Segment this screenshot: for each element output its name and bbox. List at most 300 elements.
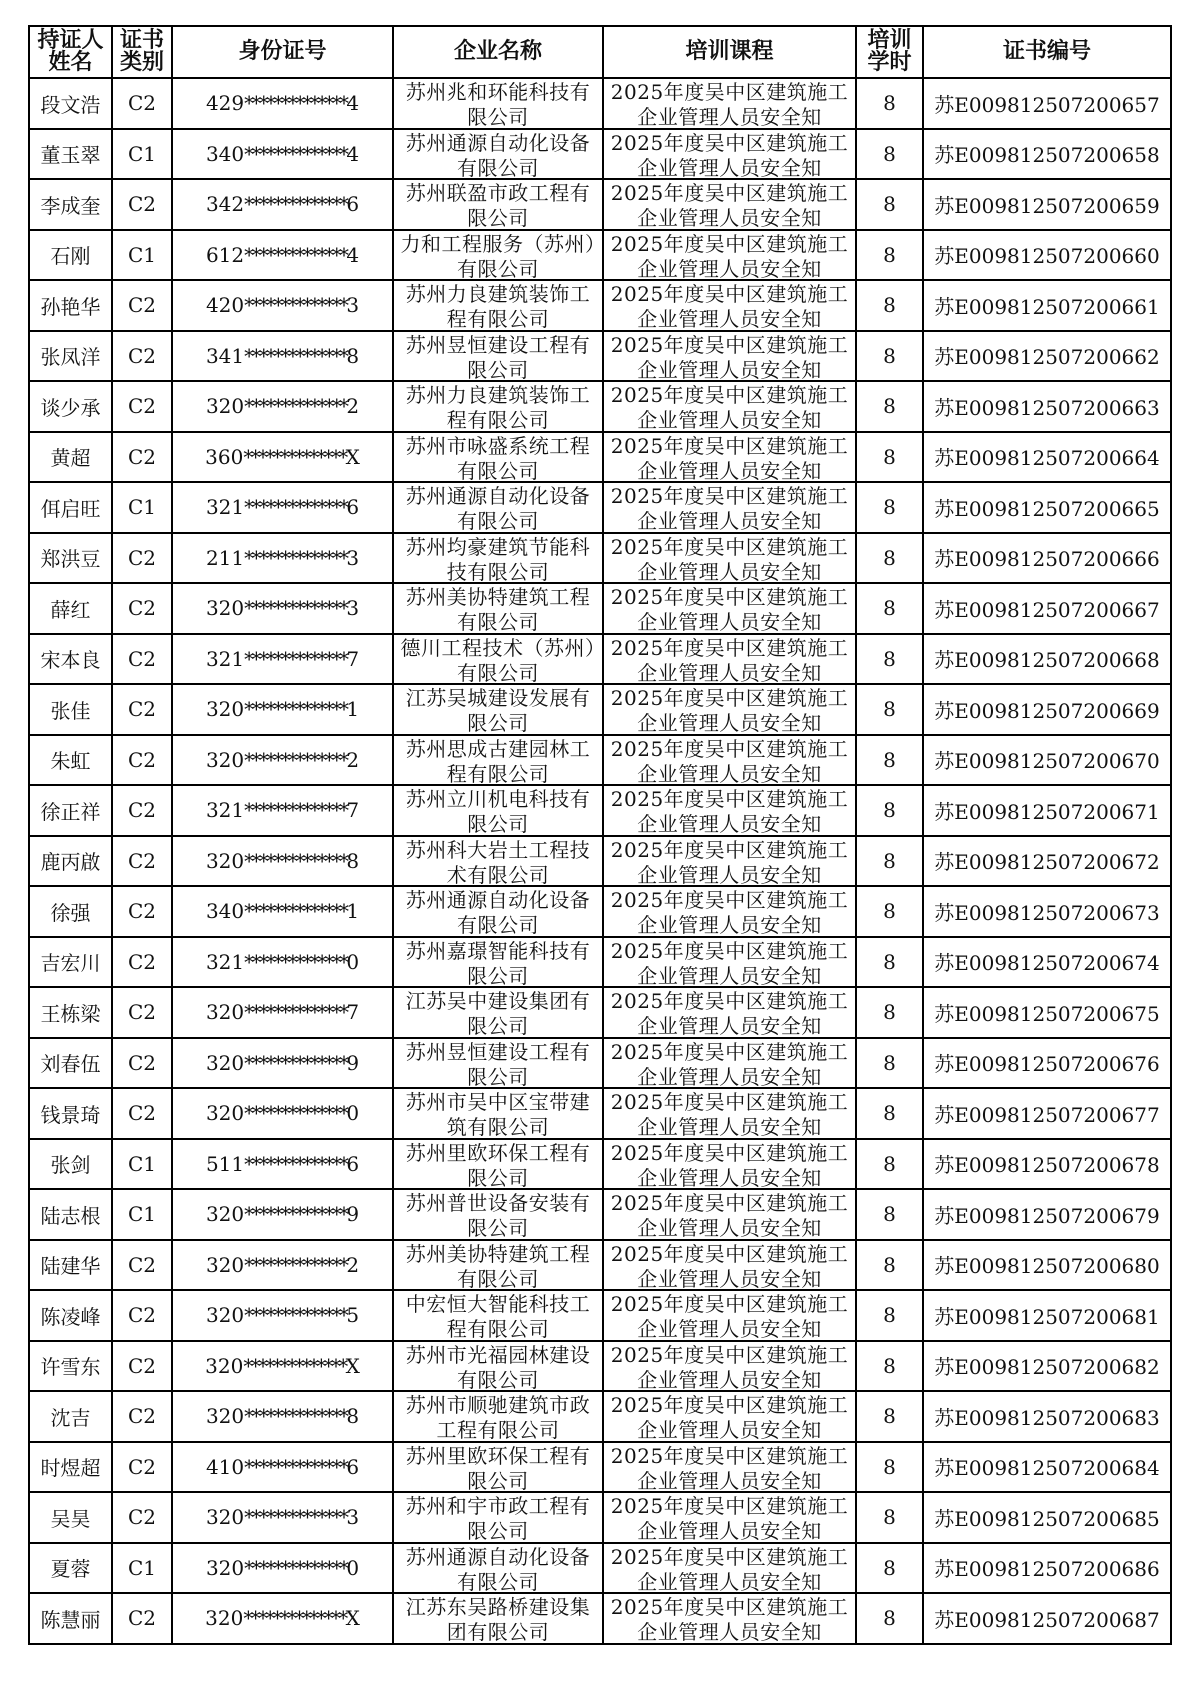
id-mask: ************** [244, 343, 347, 368]
holder-name: 石刚 [29, 230, 112, 281]
id-suffix: 8 [346, 1404, 360, 1429]
id-suffix: 6 [346, 1454, 360, 1479]
company-name-cell [393, 1038, 603, 1089]
course-name: 2025年度吴中区建筑施工企业管理人员安全知 [610, 1443, 849, 1490]
holder-name: 陈凌峰 [29, 1290, 112, 1341]
id-prefix: 320 [205, 697, 245, 722]
course-cell [603, 987, 856, 1038]
holder-name: 陆志根 [29, 1189, 112, 1240]
course-cell [603, 1139, 856, 1190]
id-prefix: 320 [205, 1404, 245, 1429]
company-name-cell [393, 1341, 603, 1392]
company-name-cell [393, 735, 603, 786]
id-mask: ************** [244, 1202, 347, 1227]
holder-name: 张佳 [29, 684, 112, 735]
course-cell [603, 331, 856, 382]
id-suffix: 3 [346, 1505, 360, 1530]
company-name-cell [393, 78, 603, 129]
course-cell [603, 533, 856, 584]
id-suffix: 1 [346, 899, 360, 924]
id-suffix: 0 [346, 949, 360, 974]
company-name-cell [393, 1189, 603, 1240]
table-row [29, 1492, 1171, 1543]
id-mask: ************** [243, 1606, 346, 1631]
cert-number: 苏E009812507200675 [923, 987, 1171, 1038]
cert-number: 苏E009812507200685 [923, 1492, 1171, 1543]
id-prefix: 321 [205, 949, 245, 974]
holder-name: 薛红 [29, 583, 112, 634]
table-row [29, 1189, 1171, 1240]
training-hours: 8 [856, 1543, 923, 1594]
course-cell [603, 735, 856, 786]
id-number [172, 533, 393, 584]
training-hours: 8 [856, 381, 923, 432]
course-cell [603, 129, 856, 180]
id-number [172, 1139, 393, 1190]
certificate-table [28, 25, 1172, 1645]
company-name: 苏州联盈市政工程有限公司 [405, 181, 591, 228]
id-mask: ************** [244, 949, 347, 974]
header-id-number: 身份证号 [172, 26, 393, 78]
course-name: 2025年度吴中区建筑施工企业管理人员安全知 [610, 686, 849, 733]
id-prefix: 320 [205, 848, 245, 873]
cert-number: 苏E009812507200679 [923, 1189, 1171, 1240]
id-number [172, 886, 393, 937]
training-hours: 8 [856, 230, 923, 281]
table-row [29, 1240, 1171, 1291]
course-cell [603, 482, 856, 533]
company-name: 苏州通源自动化设备有限公司 [405, 484, 591, 531]
company-name-cell [393, 684, 603, 735]
company-name: 苏州美协特建筑工程有限公司 [405, 585, 591, 632]
cert-category: C2 [112, 533, 172, 584]
id-number [172, 1240, 393, 1291]
cert-category: C2 [112, 987, 172, 1038]
training-hours: 8 [856, 1593, 923, 1644]
cert-number: 苏E009812507200677 [923, 1088, 1171, 1139]
id-suffix: 6 [346, 192, 360, 217]
cert-category: C2 [112, 634, 172, 685]
id-number [172, 785, 393, 836]
id-suffix: X [345, 1353, 360, 1378]
course-name: 2025年度吴中区建筑施工企业管理人员安全知 [610, 484, 849, 531]
id-mask: ************** [244, 596, 347, 621]
company-name: 苏州昱恒建设工程有限公司 [405, 332, 591, 379]
id-prefix: 360 [205, 444, 244, 469]
course-name: 2025年度吴中区建筑施工企业管理人员安全知 [610, 1292, 849, 1339]
course-cell [603, 179, 856, 230]
id-number [172, 280, 393, 331]
id-prefix: 211 [205, 545, 245, 570]
course-cell [603, 785, 856, 836]
course-cell [603, 230, 856, 281]
company-name: 苏州思成古建园林工程有限公司 [405, 736, 591, 783]
cert-number: 苏E009812507200678 [923, 1139, 1171, 1190]
training-hours: 8 [856, 1341, 923, 1392]
course-cell [603, 1240, 856, 1291]
table-row [29, 886, 1171, 937]
cert-category: C2 [112, 331, 172, 382]
cert-number: 苏E009812507200687 [923, 1593, 1171, 1644]
cert-category: C2 [112, 1442, 172, 1493]
company-name: 中宏恒大智能科技工程有限公司 [405, 1292, 591, 1339]
id-prefix: 320 [205, 1353, 244, 1378]
company-name: 苏州通源自动化设备有限公司 [405, 888, 591, 935]
course-cell [603, 937, 856, 988]
table-row [29, 634, 1171, 685]
id-number [172, 1088, 393, 1139]
id-suffix: 7 [346, 1000, 360, 1025]
id-suffix: 4 [346, 91, 360, 116]
id-suffix: 5 [346, 1303, 360, 1328]
training-hours: 8 [856, 432, 923, 483]
cert-category: C2 [112, 1240, 172, 1291]
table-row [29, 230, 1171, 281]
table-row [29, 836, 1171, 887]
company-name: 江苏东吴路桥建设集团有限公司 [405, 1595, 591, 1642]
course-cell [603, 280, 856, 331]
holder-name: 董玉翠 [29, 129, 112, 180]
cert-category: C2 [112, 735, 172, 786]
id-mask: ************** [244, 141, 347, 166]
course-cell [603, 583, 856, 634]
table-row [29, 280, 1171, 331]
training-hours: 8 [856, 937, 923, 988]
id-mask: ************** [243, 1353, 346, 1378]
table-row [29, 533, 1171, 584]
training-hours: 8 [856, 886, 923, 937]
holder-name: 陆建华 [29, 1240, 112, 1291]
header-course: 培训课程 [603, 26, 856, 78]
table-row [29, 1391, 1171, 1442]
header-cert-category: 证书类别 [112, 26, 172, 78]
cert-number: 苏E009812507200663 [923, 381, 1171, 432]
table-row [29, 179, 1171, 230]
table-row [29, 1543, 1171, 1594]
training-hours: 8 [856, 129, 923, 180]
course-name: 2025年度吴中区建筑施工企业管理人员安全知 [610, 787, 849, 834]
id-prefix: 410 [205, 1454, 245, 1479]
training-hours: 8 [856, 78, 923, 129]
id-mask: ************** [244, 848, 347, 873]
id-mask: ************** [244, 899, 347, 924]
id-mask: ************** [244, 1000, 347, 1025]
cert-category: C2 [112, 280, 172, 331]
table-row [29, 937, 1171, 988]
id-prefix: 340 [205, 141, 245, 166]
company-name: 苏州通源自动化设备有限公司 [405, 130, 591, 177]
cert-category: C2 [112, 432, 172, 483]
company-name-cell [393, 987, 603, 1038]
company-name-cell [393, 1391, 603, 1442]
company-name: 德川工程技术（苏州）有限公司 [400, 635, 596, 682]
company-name: 苏州力良建筑装饰工程有限公司 [405, 282, 591, 329]
id-number [172, 1492, 393, 1543]
header-cert-number: 证书编号 [923, 26, 1171, 78]
course-cell [603, 1492, 856, 1543]
course-name: 2025年度吴中区建筑施工企业管理人员安全知 [610, 1140, 849, 1187]
holder-name: 许雪东 [29, 1341, 112, 1392]
id-mask: ************** [244, 242, 347, 267]
holder-name: 夏蓉 [29, 1543, 112, 1594]
company-name-cell [393, 634, 603, 685]
cert-category: C2 [112, 381, 172, 432]
id-number [172, 1442, 393, 1493]
holder-name: 李成奎 [29, 179, 112, 230]
header-hours: 培训学时 [856, 26, 923, 78]
training-hours: 8 [856, 1038, 923, 1089]
holder-name: 黄超 [29, 432, 112, 483]
id-prefix: 321 [205, 646, 245, 671]
holder-name: 陈慧丽 [29, 1593, 112, 1644]
course-cell [603, 836, 856, 887]
training-hours: 8 [856, 1088, 923, 1139]
table-row [29, 583, 1171, 634]
company-name-cell [393, 482, 603, 533]
company-name-cell [393, 1139, 603, 1190]
course-cell [603, 684, 856, 735]
course-name: 2025年度吴中区建筑施工企业管理人员安全知 [610, 130, 849, 177]
course-name: 2025年度吴中区建筑施工企业管理人员安全知 [610, 635, 849, 682]
company-name: 苏州昱恒建设工程有限公司 [405, 1039, 591, 1086]
id-suffix: 3 [346, 596, 360, 621]
id-mask: ************** [244, 747, 347, 772]
company-name: 苏州市吴中区宝带建筑有限公司 [405, 1090, 591, 1137]
company-name-cell [393, 785, 603, 836]
id-prefix: 320 [205, 1303, 245, 1328]
table-row [29, 1088, 1171, 1139]
table-row [29, 987, 1171, 1038]
cert-category: C2 [112, 1038, 172, 1089]
company-name-cell [393, 432, 603, 483]
training-hours: 8 [856, 836, 923, 887]
company-name-cell [393, 179, 603, 230]
cert-number: 苏E009812507200669 [923, 684, 1171, 735]
company-name: 苏州均豪建筑节能科技有限公司 [405, 534, 591, 581]
id-prefix: 321 [205, 495, 245, 520]
id-prefix: 320 [205, 1050, 245, 1075]
id-number [172, 78, 393, 129]
id-suffix: 0 [346, 1101, 360, 1126]
id-prefix: 320 [205, 1101, 245, 1126]
holder-name: 刘春伍 [29, 1038, 112, 1089]
id-mask: ************** [244, 91, 347, 116]
id-number [172, 129, 393, 180]
id-mask: ************** [244, 545, 347, 570]
cert-number: 苏E009812507200661 [923, 280, 1171, 331]
id-suffix: 8 [346, 848, 360, 873]
holder-name: 徐强 [29, 886, 112, 937]
company-name-cell [393, 583, 603, 634]
company-name: 苏州和宇市政工程有限公司 [405, 1494, 591, 1541]
table-row [29, 735, 1171, 786]
table-row [29, 78, 1171, 129]
table-row [29, 381, 1171, 432]
company-name-cell [393, 1290, 603, 1341]
id-suffix: X [345, 444, 360, 469]
id-suffix: 3 [346, 293, 360, 318]
company-name-cell [393, 1442, 603, 1493]
company-name-cell [393, 937, 603, 988]
id-prefix: 342 [205, 192, 245, 217]
company-name-cell [393, 381, 603, 432]
training-hours: 8 [856, 482, 923, 533]
id-number [172, 482, 393, 533]
id-mask: ************** [244, 1505, 347, 1530]
id-prefix: 320 [205, 596, 245, 621]
training-hours: 8 [856, 785, 923, 836]
id-number [172, 836, 393, 887]
training-hours: 8 [856, 684, 923, 735]
cert-number: 苏E009812507200665 [923, 482, 1171, 533]
table-row [29, 129, 1171, 180]
course-name: 2025年度吴中区建筑施工企业管理人员安全知 [610, 231, 849, 278]
id-prefix: 320 [205, 1202, 245, 1227]
id-suffix: 9 [346, 1050, 360, 1075]
course-name: 2025年度吴中区建筑施工企业管理人员安全知 [610, 282, 849, 329]
course-cell [603, 1391, 856, 1442]
id-number [172, 1189, 393, 1240]
table-row [29, 1038, 1171, 1089]
id-number [172, 230, 393, 281]
cert-number: 苏E009812507200680 [923, 1240, 1171, 1291]
company-name: 苏州兆和环能科技有限公司 [405, 80, 591, 127]
course-cell [603, 1442, 856, 1493]
course-name: 2025年度吴中区建筑施工企业管理人员安全知 [610, 433, 849, 480]
company-name-cell [393, 1492, 603, 1543]
id-prefix: 420 [205, 293, 245, 318]
table-row [29, 1442, 1171, 1493]
id-prefix: 511 [205, 1151, 245, 1176]
cert-number: 苏E009812507200670 [923, 735, 1171, 786]
id-number [172, 179, 393, 230]
cert-number: 苏E009812507200681 [923, 1290, 1171, 1341]
training-hours: 8 [856, 1189, 923, 1240]
company-name: 苏州市顺驰建筑市政工程有限公司 [405, 1393, 591, 1440]
holder-name: 孙艳华 [29, 280, 112, 331]
course-name: 2025年度吴中区建筑施工企业管理人员安全知 [610, 1595, 849, 1642]
course-name: 2025年度吴中区建筑施工企业管理人员安全知 [610, 534, 849, 581]
company-name: 江苏吴中建设集团有限公司 [405, 989, 591, 1036]
cert-category: C1 [112, 482, 172, 533]
id-mask: ************** [244, 1252, 347, 1277]
id-number [172, 583, 393, 634]
course-name: 2025年度吴中区建筑施工企业管理人员安全知 [610, 938, 849, 985]
holder-name: 张凤洋 [29, 331, 112, 382]
id-number [172, 432, 393, 483]
id-mask: ************** [244, 646, 347, 671]
table-row [29, 1341, 1171, 1392]
id-mask: ************** [243, 444, 346, 469]
id-suffix: 4 [346, 242, 360, 267]
cert-number: 苏E009812507200676 [923, 1038, 1171, 1089]
id-prefix: 320 [205, 1000, 245, 1025]
training-hours: 8 [856, 634, 923, 685]
id-prefix: 341 [205, 343, 245, 368]
course-name: 2025年度吴中区建筑施工企业管理人员安全知 [610, 181, 849, 228]
cert-category: C2 [112, 937, 172, 988]
id-suffix: 7 [346, 646, 360, 671]
cert-number: 苏E009812507200660 [923, 230, 1171, 281]
course-name: 2025年度吴中区建筑施工企业管理人员安全知 [610, 1393, 849, 1440]
training-hours: 8 [856, 280, 923, 331]
holder-name: 段文浩 [29, 78, 112, 129]
training-hours: 8 [856, 1442, 923, 1493]
table-row [29, 684, 1171, 735]
course-cell [603, 1543, 856, 1594]
training-hours: 8 [856, 1391, 923, 1442]
holder-name: 吴昊 [29, 1492, 112, 1543]
holder-name: 沈吉 [29, 1391, 112, 1442]
holder-name: 谈少承 [29, 381, 112, 432]
course-name: 2025年度吴中区建筑施工企业管理人员安全知 [610, 989, 849, 1036]
course-name: 2025年度吴中区建筑施工企业管理人员安全知 [610, 1191, 849, 1238]
holder-name: 徐正祥 [29, 785, 112, 836]
cert-category: C1 [112, 230, 172, 281]
cert-number: 苏E009812507200664 [923, 432, 1171, 483]
holder-name: 郑洪豆 [29, 533, 112, 584]
id-suffix: X [345, 1606, 360, 1631]
cert-category: C2 [112, 179, 172, 230]
company-name-cell [393, 533, 603, 584]
id-number [172, 1593, 393, 1644]
id-number [172, 1543, 393, 1594]
id-number [172, 1391, 393, 1442]
id-prefix: 612 [205, 242, 245, 267]
cert-number: 苏E009812507200672 [923, 836, 1171, 887]
cert-category: C2 [112, 1492, 172, 1543]
cert-category: C1 [112, 129, 172, 180]
cert-category: C2 [112, 886, 172, 937]
course-cell [603, 1189, 856, 1240]
holder-name: 朱虹 [29, 735, 112, 786]
cert-number: 苏E009812507200684 [923, 1442, 1171, 1493]
company-name: 苏州立川机电科技有限公司 [405, 787, 591, 834]
company-name-cell [393, 331, 603, 382]
header-holder-name: 持证人姓名 [29, 26, 112, 78]
company-name: 苏州嘉璟智能科技有限公司 [405, 938, 591, 985]
cert-number: 苏E009812507200657 [923, 78, 1171, 129]
id-suffix: 7 [346, 798, 360, 823]
table-row [29, 432, 1171, 483]
id-suffix: 0 [346, 1555, 360, 1580]
id-number [172, 1290, 393, 1341]
header-company: 企业名称 [393, 26, 603, 78]
course-name: 2025年度吴中区建筑施工企业管理人员安全知 [610, 837, 849, 884]
id-prefix: 320 [205, 1252, 245, 1277]
id-suffix: 3 [346, 545, 360, 570]
id-prefix: 320 [205, 1555, 245, 1580]
company-name-cell [393, 886, 603, 937]
holder-name: 宋本良 [29, 634, 112, 685]
table-row [29, 1593, 1171, 1644]
id-suffix: 1 [346, 697, 360, 722]
id-mask: ************** [244, 1101, 347, 1126]
company-name: 苏州市光福园林建设有限公司 [405, 1342, 591, 1389]
training-hours: 8 [856, 583, 923, 634]
table-row [29, 785, 1171, 836]
id-mask: ************** [244, 1555, 347, 1580]
table-row [29, 1139, 1171, 1190]
holder-name: 张剑 [29, 1139, 112, 1190]
course-name: 2025年度吴中区建筑施工企业管理人员安全知 [610, 332, 849, 379]
cert-number: 苏E009812507200673 [923, 886, 1171, 937]
holder-name: 时煜超 [29, 1442, 112, 1493]
cert-number: 苏E009812507200667 [923, 583, 1171, 634]
course-name: 2025年度吴中区建筑施工企业管理人员安全知 [610, 383, 849, 430]
company-name-cell [393, 1543, 603, 1594]
course-cell [603, 886, 856, 937]
